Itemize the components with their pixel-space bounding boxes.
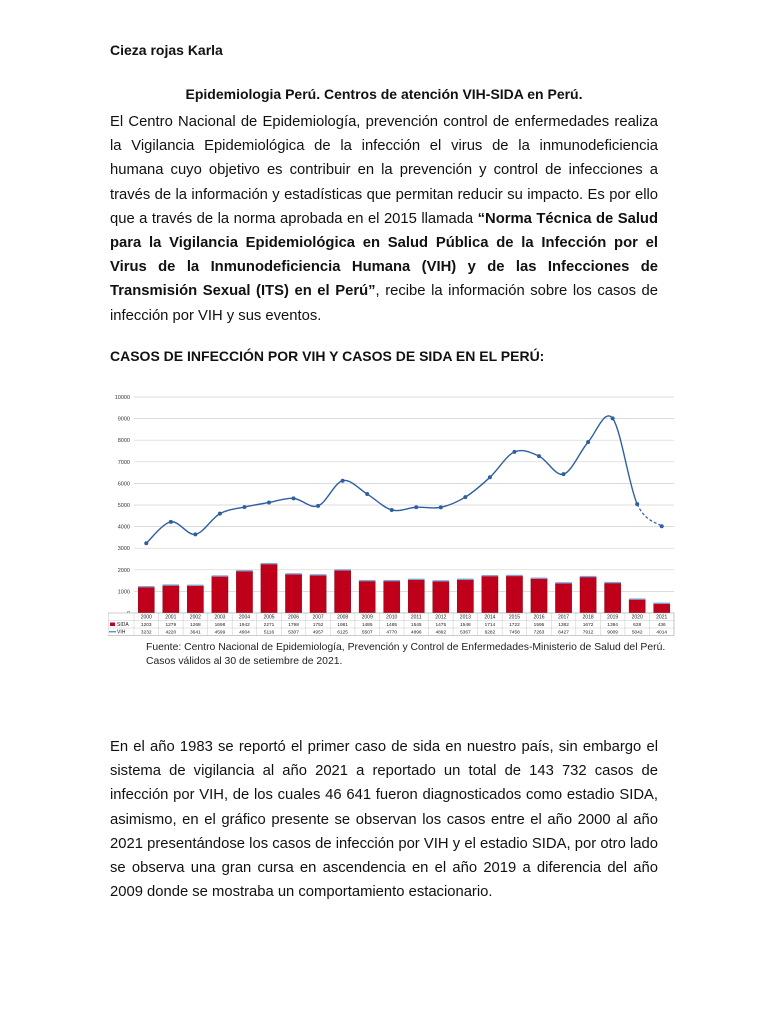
vih-point [660, 524, 664, 528]
vih-value-label: 4599 [214, 630, 226, 636]
y-tick-label: 4000 [117, 524, 130, 531]
bar-top-highlight [580, 576, 596, 577]
y-tick-label: 9000 [117, 416, 130, 423]
sida-value-label: 1595 [533, 623, 545, 629]
sida-bar [629, 599, 645, 613]
bar-top-highlight [359, 580, 375, 581]
y-tick-label: 8000 [117, 438, 130, 445]
bar-top-highlight [187, 585, 203, 586]
x-tick-label: 2021 [656, 614, 668, 621]
vih-value-label: 4014 [656, 630, 668, 636]
vih-value-label: 5116 [263, 630, 275, 636]
bar-top-highlight [629, 598, 645, 599]
sida-bar [335, 570, 351, 613]
sida-value-label: 1722 [509, 623, 520, 629]
x-tick-label: 2013 [459, 614, 471, 621]
sida-value-label: 1942 [239, 623, 250, 629]
x-tick-label: 2004 [238, 614, 251, 621]
bar-top-highlight [384, 580, 400, 581]
vih-value-label: 3641 [190, 630, 201, 636]
sida-bar [433, 581, 449, 613]
sida-bar [163, 585, 179, 613]
vih-value-label: 6427 [558, 630, 569, 636]
bar-top-highlight [310, 574, 326, 575]
sida-value-label: 1382 [558, 623, 569, 629]
vih-point [414, 505, 418, 509]
bar-top-highlight [408, 579, 424, 580]
x-tick-label: 2010 [386, 614, 398, 621]
sida-value-label: 436 [657, 623, 666, 629]
source-line-1: Fuente: Centro Nacional de Epidemiología, Prevención y Control de Enfermedades-Ministerio de Salud del Perú. [146, 642, 666, 653]
sida-value-label: 1698 [214, 623, 226, 629]
x-tick-label: 2000 [140, 614, 152, 621]
sida-bar [457, 580, 473, 613]
x-tick-label: 2018 [582, 614, 594, 621]
x-tick-label: 2001 [165, 614, 177, 621]
bar-top-highlight [482, 575, 498, 576]
sida-bar [482, 576, 498, 613]
sida-value-label: 1545 [410, 623, 422, 629]
vih-value-label: 9009 [607, 630, 618, 636]
sida-legend-label: SIDA [117, 622, 129, 629]
vih-point [537, 454, 541, 458]
x-tick-label: 2002 [189, 614, 201, 621]
vih-point [439, 505, 443, 509]
intro-text-1: El Centro Nacional de Epidemiología, prevención control de enfermedades realiza la Vigilancia Epidemiológica de la infección el virus de la inmunodeficiencia humana cuyo objetivo es contribuir en la prevención y control de infecciones a través de la información y estadísticas que permitan reducir su impacto. Es por ello que a través de la norma aprobada en el 2015 llamada [110, 114, 658, 227]
norm-name: “Norma Técnica de Salud para la Vigilancia Epidemiológica en Salud Pública de la Infección por el Virus de la Inmunodeficiencia Humana (VIH) y de las Infecciones de Transmisión Sexual (ITS) en el Perú” [110, 210, 659, 300]
vih-point [463, 495, 467, 499]
sida-value-label: 1475 [435, 623, 447, 629]
bar-top-highlight [335, 569, 351, 570]
sida-bar [236, 571, 252, 613]
y-tick-label: 10000 [114, 395, 130, 401]
x-tick-label: 2019 [607, 614, 619, 621]
vih-point [512, 450, 516, 454]
vih-point [488, 475, 492, 479]
x-tick-label: 2015 [508, 614, 521, 621]
bar-top-highlight [285, 573, 301, 574]
source-line-2: Casos válidos al 30 de setiembre de 2021. [146, 656, 343, 667]
vih-value-label: 5367 [460, 630, 471, 636]
sida-bar [359, 581, 375, 613]
vih-point [390, 508, 394, 512]
x-tick-label: 2008 [337, 614, 349, 621]
vih-point [169, 520, 173, 524]
intro-text-2: , recibe la información sobre los casos de infección por VIH y sus eventos. [110, 283, 659, 324]
vih-value-label: 6282 [484, 630, 496, 636]
bar-top-highlight [236, 570, 252, 571]
sida-value-label: 1268 [190, 623, 201, 629]
bar-top-highlight [654, 603, 670, 604]
sida-value-label: 628 [633, 623, 642, 629]
sida-value-label: 1394 [607, 623, 618, 629]
vih-legend-label: VIH [117, 629, 126, 636]
x-tick-label: 2020 [631, 614, 643, 621]
vih-point [193, 532, 197, 536]
vih-value-label: 4896 [410, 630, 422, 636]
sida-value-label: 1548 [460, 623, 471, 629]
vih-value-label: 4770 [386, 630, 398, 636]
vih-point [144, 541, 148, 545]
vih-point [316, 504, 320, 508]
hiv-aids-chart [108, 385, 678, 640]
vih-value-label: 5507 [361, 630, 373, 636]
vih-point [341, 479, 345, 483]
vih-point [267, 500, 271, 504]
x-tick-label: 2014 [484, 614, 496, 621]
vih-value-label: 4957 [312, 630, 324, 636]
vih-value-label: 5042 [631, 630, 643, 636]
sida-bar [285, 574, 301, 613]
bar-top-highlight [531, 578, 547, 579]
section-heading: CASOS DE INFECCIÓN POR VIH Y CASOS DE SIDA EN EL PERÚ: [110, 348, 545, 364]
document-title: Epidemiologia Perú. Centros de atención VIH-SIDA en Perú. [185, 86, 583, 102]
y-tick-label: 2000 [117, 567, 130, 574]
vih-value-label: 7263 [533, 630, 545, 636]
y-tick-label: 3000 [117, 546, 130, 553]
chart-source [146, 641, 665, 669]
vih-point [611, 416, 615, 420]
intro-paragraph [110, 110, 658, 328]
sida-bar [506, 576, 522, 613]
x-tick-label: 2007 [312, 614, 324, 621]
vih-point [562, 472, 566, 476]
bar-top-highlight [457, 579, 473, 580]
x-tick-label: 2009 [361, 614, 373, 621]
sida-legend-key [110, 623, 115, 627]
bar-top-highlight [261, 563, 277, 564]
bar-top-highlight [605, 582, 621, 583]
vih-point [218, 512, 222, 516]
y-tick-label: 5000 [117, 503, 130, 509]
sida-bar [531, 579, 547, 613]
vih-value-label: 3232 [140, 630, 152, 636]
bar-top-highlight [212, 575, 228, 576]
vih-line [146, 416, 637, 543]
x-tick-label: 2016 [533, 614, 545, 621]
sida-bar [187, 586, 203, 613]
sida-value-label: 2271 [263, 623, 275, 629]
vih-point [586, 440, 590, 444]
vih-point [365, 492, 369, 496]
x-tick-label: 2017 [557, 614, 570, 621]
x-tick-label: 2011 [410, 614, 422, 621]
sida-bar [580, 577, 596, 613]
sida-bar [408, 580, 424, 613]
sida-bar [654, 604, 670, 613]
y-tick-label: 6000 [117, 481, 130, 488]
chart-svg [108, 385, 678, 640]
conclusion-paragraph: En el año 1983 se reportó el primer caso de sida en nuestro país, sin embargo el sistema de vigilancia al año 2021 a reportado un total de 143 732 casos de infección por VIH, de los cuales 46 641 fueron diagnosticados como estadio SIDA, asimismo, en el gráfico presente se observan los casos entre el año 2000 al año 2021 presentándose los casos de infección por VIH y el estadio SIDA, por otro lado se observa una gran cursa en ascendencia en el año 2019 a diferencia del año 2009 donde se mostraba un comportamiento estacionario. [110, 739, 658, 901]
vih-value-label: 4904 [239, 630, 250, 636]
x-tick-label: 2006 [287, 614, 300, 621]
bar-top-highlight [506, 575, 522, 576]
vih-point [242, 505, 246, 509]
sida-bar [310, 575, 326, 613]
sida-value-label: 1752 [312, 623, 324, 629]
vih-value-label: 6125 [337, 630, 348, 636]
sida-bar [605, 583, 621, 613]
sida-value-label: 1485 [386, 623, 398, 629]
x-tick-label: 2012 [435, 614, 447, 621]
sida-value-label: 1672 [582, 623, 594, 629]
sida-bar [212, 576, 228, 613]
y-tick-label: 7000 [117, 459, 130, 466]
author-name: Cieza rojas Karla [110, 42, 223, 58]
x-tick-label: 2003 [214, 614, 226, 621]
sida-bar [555, 583, 571, 613]
vih-value-label: 4892 [435, 630, 447, 636]
bar-top-highlight [138, 586, 154, 587]
vih-value-label: 7912 [582, 630, 594, 636]
sida-value-label: 1485 [361, 623, 373, 629]
vih-point [635, 502, 639, 506]
sida-value-label: 1279 [165, 623, 177, 629]
bar-top-highlight [555, 582, 571, 583]
vih-line-projection [637, 504, 662, 526]
bar-top-highlight [433, 580, 449, 581]
vih-value-label: 4220 [165, 630, 177, 636]
sida-bar [138, 587, 154, 613]
bar-top-highlight [163, 584, 179, 585]
vih-point [292, 496, 296, 500]
x-tick-label: 2005 [263, 614, 275, 621]
y-tick-label: 1000 [117, 589, 130, 596]
vih-value-label: 5307 [288, 630, 299, 636]
sida-value-label: 1714 [484, 623, 496, 629]
vih-value-label: 7458 [509, 630, 520, 636]
sida-value-label: 1203 [140, 623, 152, 629]
sida-value-label: 1798 [288, 623, 299, 629]
sida-bar [384, 581, 400, 613]
sida-bar [261, 564, 277, 613]
sida-value-label: 1981 [337, 623, 348, 629]
